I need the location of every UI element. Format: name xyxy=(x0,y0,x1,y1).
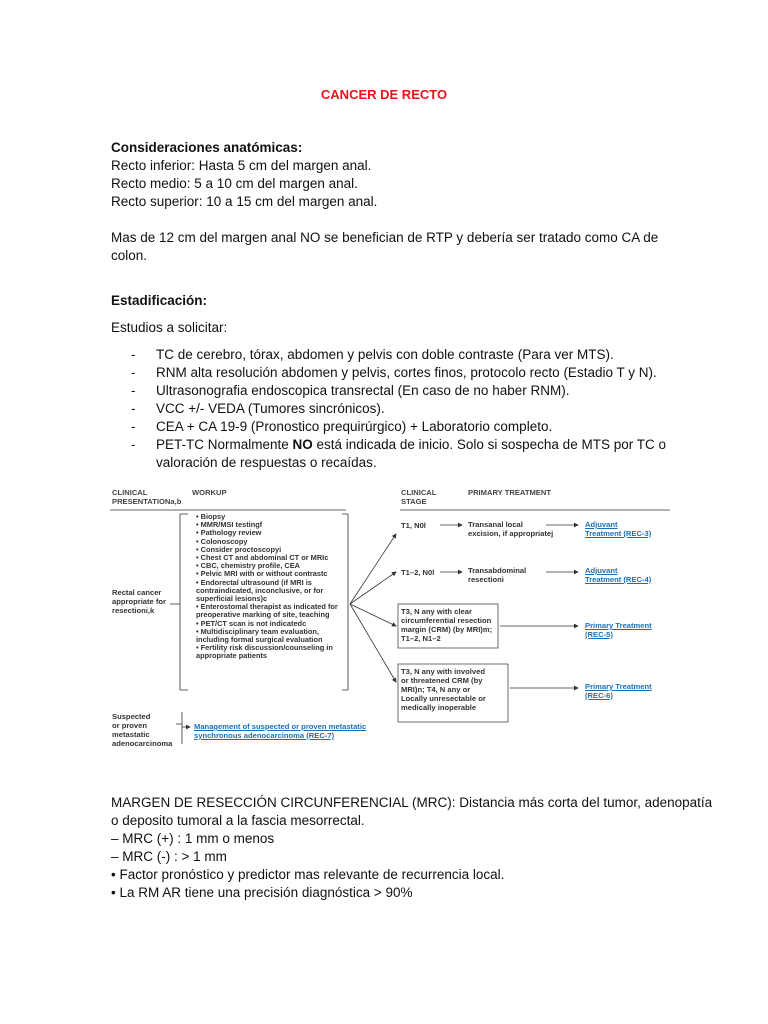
workup-item: • Endorectal ultrasound (if MRI is xyxy=(196,577,312,587)
anatomy-note: Mas de 12 cm del margen anal NO se benefician de RTP y debería ser tratado como CA de xyxy=(111,230,659,245)
pet-bold: NO xyxy=(292,437,313,452)
stage-t1-2-n0: T1–2, N0l xyxy=(401,568,435,577)
link-primary-rec5[interactable]: Primary Treatment (REC-5) xyxy=(585,621,652,639)
workup-item: • Pathology review xyxy=(196,528,262,538)
link-adjuvant-rec4[interactable]: Adjuvant Treatment (REC-4) xyxy=(585,566,652,584)
header-clinical-presentation: CLINICAL PRESENTATIONa,b xyxy=(112,488,182,506)
workup-item: • Biopsy xyxy=(196,512,226,521)
link-metastatic-rec7[interactable]: Management of suspected or proven metastatic synchronous adenocarcinoma (REC-7) xyxy=(194,722,367,740)
treatment-transabdominal: Transabdominal resectioni xyxy=(468,566,527,584)
anatomy-line: Recto superior: 10 a 15 cm del margen anal. xyxy=(111,194,378,209)
page-title: CANCER DE RECTO xyxy=(320,87,448,102)
pet-suffix: está indicada de inicio. Solo si sospecha de MTS por TC o xyxy=(312,437,666,452)
pet-prefix: PET-TC Normalmente xyxy=(156,437,293,452)
workup-item: superficial lesions)c xyxy=(196,594,268,604)
mrc-line: – MRC (-) : > 1 mm xyxy=(111,849,227,864)
stage-t1-n0: T1, N0l xyxy=(401,521,426,530)
mrc-line: – MRC (+) : 1 mm o menos xyxy=(111,831,275,846)
workup-item: preoperative marking of site, teaching xyxy=(196,610,330,620)
presentation-rectal-cancer: Rectal cancer appropriate for resectioni,k xyxy=(112,588,167,615)
workup-item: • Pelvic MRI with or without contrastc xyxy=(196,569,328,579)
header-primary-treatment: PRIMARY TREATMENT xyxy=(468,488,551,497)
mrc-line: o deposito tumoral a la fascia mesorrectal. xyxy=(111,813,365,828)
presentation-metastatic: Suspected or proven metastatic adenocarcinoma xyxy=(112,712,173,748)
treatment-transanal: Transanal local excision, if appropriatej xyxy=(468,520,554,538)
list-item: - Ultrasonografia endoscopica transrectal (En caso de no haber RNM). xyxy=(111,382,671,400)
mrc-line: • Factor pronóstico y predictor mas relevante de recurrencia local. xyxy=(111,867,505,882)
list-item: - CEA + CA 19-9 (Pronostico prequirúrgico) + Laboratorio completo. xyxy=(111,418,671,436)
workup-item: • Colonoscopy xyxy=(196,536,248,546)
staging-heading: Estadificación: xyxy=(111,293,208,308)
workup-flowchart xyxy=(110,484,670,754)
mrc-line: • La RM AR tiene una precisión diagnóstica > 90% xyxy=(111,885,413,900)
list-item: - TC de cerebro, tórax, abdomen y pelvis con doble contraste (Para ver MTS). xyxy=(111,346,671,364)
anatomy-note: colon. xyxy=(111,248,148,263)
workup-item: • Multidisciplinary team evaluation, xyxy=(196,626,319,636)
workup-item: • Enterostomal therapist as indicated for xyxy=(196,602,338,612)
workup-item: appropriate patients xyxy=(196,651,268,661)
workup-item: • PET/CT scan is not indicatedc xyxy=(196,618,307,628)
stage-t3-clear-crm: T3, N any with clear circumferential resection margin (CRM) (by MRI)m; T1–2, N1–2 xyxy=(401,607,493,643)
list-item: - VCC +/- VEDA (Tumores sincrónicos). xyxy=(111,400,671,418)
anatomy-line: Recto medio: 5 a 10 cm del margen anal. xyxy=(111,176,358,191)
header-workup: WORKUP xyxy=(192,488,227,497)
staging-intro: Estudios a solicitar: xyxy=(111,320,228,335)
workup-item: • CBC, chemistry profile, CEA xyxy=(196,561,301,571)
workup-item: • Fertility risk discussion/counseling in xyxy=(196,643,333,653)
workup-item: contraindicated, inconclusive, or for xyxy=(196,585,324,595)
list-item xyxy=(111,436,671,472)
mrc-line: MARGEN DE RESECCIÓN CIRCUNFERENCIAL (MRC): Distancia más corta del tumor, adenopatía xyxy=(111,795,713,810)
anatomy-heading: Consideraciones anatómicas: xyxy=(111,140,303,155)
anatomy-line: Recto inferior: Hasta 5 cm del margen anal. xyxy=(111,158,372,173)
workup-list xyxy=(196,513,346,661)
header-clinical-stage: CLINICAL STAGE xyxy=(401,488,437,506)
link-primary-rec6[interactable]: Primary Treatment (REC-6) xyxy=(585,682,652,700)
workup-item: including formal surgical evaluation xyxy=(196,635,323,645)
stage-t3-involved-crm: T3, N any with involved or threatened CRM (by MRI)n; T4, N any or Locally unresectable or medically inoperable xyxy=(401,667,486,712)
link-adjuvant-rec3[interactable]: Adjuvant Treatment (REC-3) xyxy=(585,520,652,538)
list-item: - RNM alta resolución abdomen y pelvis, cortes finos, protocolo recto (Estadio T y N). xyxy=(111,364,671,382)
workup-item: • MMR/MSI testingf xyxy=(196,520,263,530)
workup-item: • Chest CT and abdominal CT or MRIc xyxy=(196,553,329,563)
studies-list xyxy=(111,346,671,472)
workup-item: • Consider proctoscopyi xyxy=(196,544,282,554)
pet-line2: valoración de respuestas o recaídas. xyxy=(156,455,377,470)
